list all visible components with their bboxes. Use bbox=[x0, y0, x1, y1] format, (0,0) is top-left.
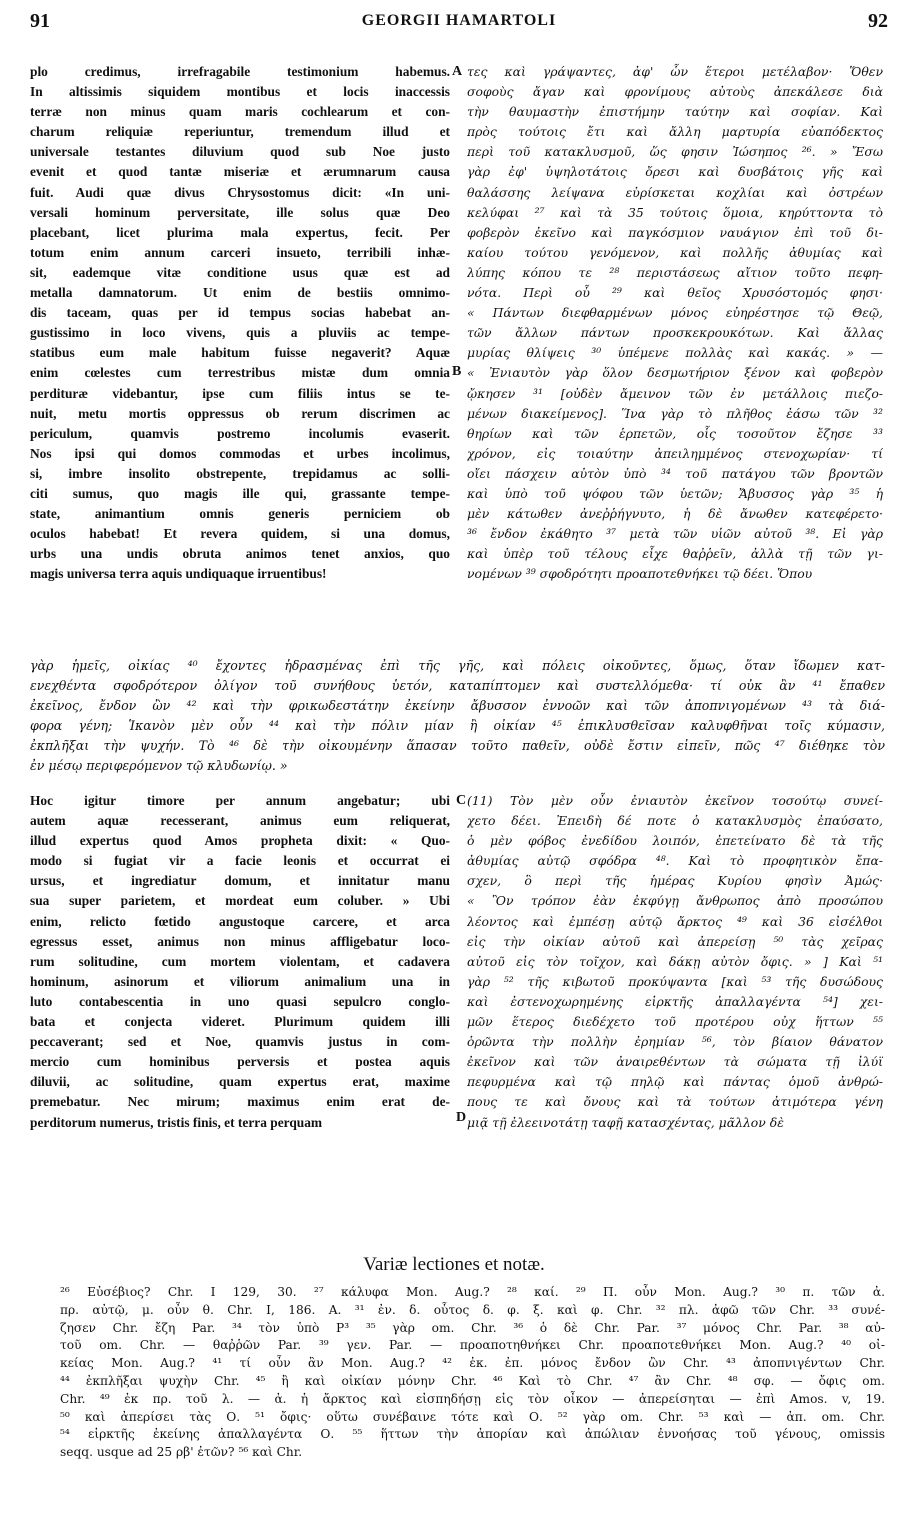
note-line: ⁴⁴ ἐκπλῆξαι ψυχὴν Chr. ⁴⁵ ἢ καὶ οἰκίαν μόνην Chr. ⁴⁶ Καὶ τὸ Chr. ⁴⁷ ἂν Chr. ⁴⁸ σφ. — ὄφις om. bbox=[60, 1373, 885, 1388]
greek-column-bottom bbox=[467, 791, 883, 1133]
latin-text-line: charum reliquiæ reperiuntur, tremendum illud et bbox=[30, 124, 450, 140]
greek-text-line: τῶν ἄλλων πάντων προσκεκρουκότων. Καὶ ἄλλας bbox=[467, 325, 883, 341]
greek-text-line: γὰρ ἡμεῖς, οἰκίας ⁴⁰ ἔχοντες ἡδρασμένας ἐπὶ τῆς γῆς, καὶ πόλεις οἰκοῦντες, ὅμως, ὅταν ἴδωμεν κατ- bbox=[30, 658, 885, 673]
latin-text-line: citi sumus, quo magis ille qui, grassante tempe- bbox=[30, 485, 450, 501]
greek-text-line: καὶ ἐστενοχωρημένης εἱρκτῆς ἀπαλλαγέντα ⁵⁴] χει- bbox=[467, 993, 883, 1009]
latin-text-line: periculum, quamvis postremo incolumis evaserit. bbox=[30, 425, 450, 441]
latin-text-line: bata et conjecta videret. Plurimum quidem illi bbox=[30, 1014, 450, 1030]
greek-text-line: μένων διακείμενος]. Ἵνα γὰρ τὸ πλῆθος ἐάσω τῶν ³² bbox=[467, 405, 883, 421]
note-line: ζησεν Chr. ἔζη Par. ³⁴ τὸν ὑπὸ P³ ³⁵ γὰρ om. Chr. ³⁶ ὁ δὲ Chr. Par. ³⁷ μόνος Chr. Par. ³⁸ αὐ- bbox=[60, 1320, 885, 1335]
greek-text-line: αὐτοῦ εἰς τὸν τοῖχον, καὶ δάκῃ αὐτὸν ὄφις. » ] Καὶ ⁵¹ bbox=[467, 953, 883, 969]
greek-text-line: πους τε καὶ ὄνους καὶ τὰ τούτων ἀτιμότερα γένη bbox=[467, 1094, 883, 1110]
latin-text-line: sit, eademque vitæ conditione usus quæ est ad bbox=[30, 264, 450, 280]
latin-text-line: dis taceam, quas per id tempus socias habebat an- bbox=[30, 305, 450, 321]
latin-text-line: statibus eum male habitum fuisse negaverit? Aquæ bbox=[30, 345, 450, 361]
page-number-left: 91 bbox=[30, 10, 50, 32]
note-line: τοῦ om. Chr. — θαῤῥῶν Par. ³⁹ γεν. Par. — προαποτηθνήκει Chr. προαποτεθνήκει Mon. Aug.? ⁴⁰ οἰ- bbox=[60, 1338, 885, 1353]
greek-text-line: « Πάντων διεφθαρμένων μόνος εὐηρέστησε τῷ Θεῷ, bbox=[467, 305, 883, 321]
greek-text-line: ᾤκησεν ³¹ [οὐδὲν ἄμεινον τῶν ἐν μετάλλοις πιεζο- bbox=[467, 385, 883, 401]
note-line: κείας Mon. Aug.? ⁴¹ τί οὖν ἂν Mon. Aug.? ⁴² ἐκ. ἐπ. μόνος ἔνδον ὢν Chr. ⁴³ ἀποπνιγέντων Chr. bbox=[60, 1356, 885, 1371]
greek-text-line: σχεν, ὃ περὶ τῆς ἡμέρας Κυρίου φησὶν Ἀμώς· bbox=[467, 873, 883, 889]
greek-text-line: ὁρῶντα τὴν πολλὴν ἐρημίαν ⁵⁶, τὸν βίαιον θάνατον bbox=[467, 1034, 883, 1050]
latin-text-line: perditorum numerus, tristis finis, et terra perquam bbox=[30, 1114, 323, 1130]
greek-text-line: ἐκπλῆξαι τὴν ψυχήν. Τὸ ⁴⁶ δὲ τὴν οἰκουμένην ἅπασαν τοῦτο παθεῖν, οὐδὲ ἔστιν εἰπεῖν, πῶς ⁴⁷ διέθηκε τὸν bbox=[30, 738, 885, 753]
latin-text-line: terræ non minus quam maris cochlearum et con- bbox=[30, 104, 450, 120]
greek-fullwidth-block bbox=[30, 656, 885, 776]
running-header bbox=[30, 10, 888, 40]
latin-text-line: perdituræ videbantur, ipse cum filiis intus se te- bbox=[30, 385, 450, 401]
greek-text-line: ὁ μὲν φόβος ἐνεδίδου λοιπόν, ἐπετείνατο δὲ τὰ τῆς bbox=[467, 833, 883, 849]
note-line: Chr. ⁴⁹ ἐκ πρ. τοῦ λ. — ἀ. ἡ ἄρκτος καὶ εἰσπηδήσῃ εἰς τὸν οἶκον — ἀπερείσηται — ἐπὶ Amos. v, 19. bbox=[60, 1391, 885, 1406]
margin-marker-c: C bbox=[456, 793, 467, 808]
note-line: ⁵⁴ εἱρκτῆς ἐκείνης ἀπαλλαγέντα Ο. ⁵⁵ ἥττων τὴν ἀπορίαν καὶ ἀπώλιαν ἐννοήσας τοῦ γένους, omissis bbox=[60, 1427, 885, 1442]
running-title: GEORGII HAMARTOLI bbox=[361, 12, 557, 29]
latin-text-line: sua super parietem, et mordeat eum coluber. » Ubi bbox=[30, 893, 450, 909]
note-line: πρ. αὐτῷ, μ. οὖν θ. Chr. I, 186. A. ³¹ ἐν. δ. οὗτος δ. φ. ξ. καὶ φ. Chr. ³² πλ. ἀφῶ τῶν Chr. ³³ συνέ- bbox=[60, 1302, 885, 1317]
latin-text-line: ursus, et ingrediatur domum, et innitatur manu bbox=[30, 873, 450, 889]
latin-text-line: enim, relicto fœtido angustoque carcere, et arca bbox=[30, 913, 450, 929]
latin-text-line: hominum, asinorum et viliorum animalium una in bbox=[30, 973, 450, 989]
greek-text-line: θαλάσσης λείψανα εὑρίσκεται κοχλίαι καὶ ὀστρέων bbox=[467, 184, 883, 200]
latin-text-line: nuit, metu mortis oppressus ob rerum discrimen ac bbox=[30, 405, 450, 421]
greek-text-line: πρὸς τούτοις ἔτι καὶ ἄλλη μαρτυρία εὐαπόδεκτος bbox=[467, 124, 883, 140]
greek-text-line: « Ἐνιαυτὸν γὰρ ὅλον δεσμωτήριον ξένον καὶ φοβερὸν bbox=[467, 365, 883, 381]
greek-text-line: ἐν μέσῳ περιφερόμενον τῷ κλυδωνίῳ. » bbox=[30, 758, 288, 773]
greek-column-top bbox=[467, 62, 883, 584]
greek-text-line: τες καὶ γράψαντες, ἀφ' ὧν ἕτεροι μετέλαβον· Ὅθεν bbox=[467, 64, 883, 79]
latin-column-top bbox=[30, 62, 450, 584]
greek-text-line: μῶν ἕτερος διεδέχετο τοῦ προτέρου οὐχ ἥττων ⁵⁵ bbox=[467, 1014, 883, 1030]
variant-readings-notes bbox=[60, 1284, 885, 1462]
latin-column-bottom bbox=[30, 791, 450, 1133]
greek-text-line: νομένων ³⁹ σφοδρότητι προαποτεθνήκει τῷ δέει. Ὅπου bbox=[467, 566, 813, 582]
greek-text-line: νότα. Περὶ οὗ ²⁹ καὶ θεῖος Χρυσόστομός φησι· bbox=[467, 285, 883, 301]
greek-text-line: χρόνον, εἰς τοιαύτην ἀπειλημμένος στενοχωρίαν· τί bbox=[467, 445, 883, 461]
latin-text-line: Nos ipsi qui domos commodas et urbes incolimus, bbox=[30, 445, 450, 461]
greek-text-line: μιᾷ τῇ ἐλεεινοτάτῃ ταφῇ κατασχέντας, μᾶλλον δὲ bbox=[467, 1114, 784, 1130]
greek-text-line: (11) Τὸν μὲν οὖν ἐνιαυτὸν ἐκεῖνον τοσούτῳ συνεί- bbox=[467, 793, 883, 808]
latin-text-line: In altissimis siquidem montibus et locis inaccessis bbox=[30, 84, 450, 100]
latin-text-line: enim cœlestes cum terrestribus mistæ dum omnia bbox=[30, 365, 450, 381]
latin-text-line: fuit. Audi quæ divus Chrysostomus dicit: «In uni- bbox=[30, 184, 450, 200]
latin-text-line: modo si fugiat vir a facie leonis et occurrat ei bbox=[30, 853, 450, 869]
notes-heading: Variæ lectiones et notæ. bbox=[363, 1254, 545, 1275]
latin-text-line: metalla damnatorum. Ut enim de bestiis omnimo- bbox=[30, 285, 450, 301]
latin-text-line: illud expertus quod Amos propheta dixit: « Quo- bbox=[30, 833, 450, 849]
latin-text-line: evenit et quod tantæ miseriæ et ærumnarum causa bbox=[30, 164, 450, 180]
latin-text-line: oculos habebat! Et revera quidem, si una domus, bbox=[30, 526, 450, 542]
greek-text-line: μὲν κάτωθεν ἀνεῤῥήγνυτο, ἡ δὲ ἄνωθεν κατεφέρετο· bbox=[467, 506, 883, 522]
greek-text-line: « Ὃν τρόπον ἐὰν ἐκφύγῃ ἄνθρωπος ἀπὸ προσώπου bbox=[467, 893, 883, 909]
latin-text-line: peccaverant; sed et Noe, quamvis justus in com- bbox=[30, 1034, 450, 1050]
latin-text-line: magis universa terra aquis undiquaque irruentibus! bbox=[30, 566, 327, 582]
latin-text-line: Hoc igitur timore per annum angebatur; ubi bbox=[30, 793, 450, 808]
greek-text-line: τὴν θαυμαστὴν ἐπιστήμην ταύτην καὶ σοφίαν. Καὶ bbox=[467, 104, 883, 120]
greek-text-line: ἐκεῖνος, ἔνδον ὢν ⁴² καὶ τὴν φρικωδεστάτην ἐκείνην ἄβυσσον ἐννοῶν καὶ τῶν ἀποπνιγομένων ⁴³ τὰ διά- bbox=[30, 698, 885, 713]
latin-text-line: autem aquæ recesserant, animus eum reliquerat, bbox=[30, 813, 450, 829]
latin-text-line: state, animantium omnis generis perniciem ob bbox=[30, 506, 450, 522]
latin-text-line: egressus esset, animus non minus affligebatur loco- bbox=[30, 933, 450, 949]
latin-text-line: versali hominum perversitate, ille solus quæ Deo bbox=[30, 204, 450, 220]
margin-marker-b: B bbox=[452, 364, 462, 379]
greek-text-line: μυρίας θλίψεις ³⁰ ὑπέμενε πολλὰς καὶ κακάς. » — bbox=[467, 345, 883, 361]
greek-text-line: πεφυρμένα καὶ τῷ πηλῷ καὶ πάντας ὁμοῦ ἀνθρώ- bbox=[467, 1074, 883, 1090]
greek-text-line: ἀθυμίας αὐτῷ σφόδρα ⁴⁸. Καὶ τὸ προφητικὸν ἔπα- bbox=[467, 853, 883, 869]
latin-text-line: gustissimo in loco vivens, quis a pluviis ac tempe- bbox=[30, 325, 450, 341]
latin-text-line: plo credimus, irrefragabile testimonium habemus. bbox=[30, 64, 450, 79]
latin-text-line: luto contabescentia in uno quasi sepulcro conglo- bbox=[30, 993, 450, 1009]
greek-text-line: θηρίων καὶ τῶν ἑρπετῶν, οἷς τοσοῦτον ἔζησε ³³ bbox=[467, 425, 883, 441]
latin-text-line: placebant, licet plurima mala expertus, fecit. Per bbox=[30, 224, 450, 240]
latin-text-line: diluvii, ac solitudine, quam expertus erat, maxime bbox=[30, 1074, 450, 1090]
note-line: seqq. usque ad 25 ρβ' ἐτῶν? ⁵⁶ καὶ Chr. bbox=[60, 1445, 303, 1460]
greek-text-line: περὶ τοῦ κατακλυσμοῦ, ὥς φησιν Ἰώσηπος ²⁶. » Ἔσω bbox=[467, 144, 883, 160]
greek-text-line: ³⁶ ἔνδον ἐκάθητο ³⁷ μετὰ τῶν υἱῶν αὐτοῦ ³⁸. Εἰ γὰρ bbox=[467, 526, 883, 542]
greek-text-line: καίου τούτου γενόμενον, καὶ πολλῆς ἀθυμίας καὶ bbox=[467, 244, 883, 260]
note-line: ²⁶ Εὐσέβιος? Chr. I 129, 30. ²⁷ κάλυφα Mon. Aug.? ²⁸ καί. ²⁹ Π. οὖν Mon. Aug.? ³⁰ π. τῶν ἀ. bbox=[60, 1285, 885, 1299]
latin-text-line: premebatur. Nec mirum; maximus enim erat de- bbox=[30, 1094, 450, 1110]
margin-marker-d: D bbox=[456, 1110, 467, 1125]
greek-text-line: οἴει πάσχειν αὐτὸν ὑπὸ ³⁴ τοῦ πατάγου τῶν βροντῶν bbox=[467, 465, 883, 481]
latin-text-line: rum solitudine, cum mortem violentam, et cadavera bbox=[30, 953, 450, 969]
greek-text-line: γὰρ ⁵² τῆς κιβωτοῦ προκύψαντα [καὶ ⁵³ τῆς δυσώδους bbox=[467, 973, 883, 989]
greek-text-line: χετο δέει. Ἐπειδὴ δέ ποτε ὁ κατακλυσμὸς ἐπαύσατο, bbox=[467, 813, 883, 829]
greek-text-line: φοβερὸν ἐκεῖνο καὶ παγκόσμιον ναυάγιον ἐπὶ τοῦ δι- bbox=[467, 224, 883, 240]
latin-text-line: mercio cum hominibus perversis et postea aquis bbox=[30, 1054, 450, 1070]
latin-text-line: si, imbre insolito obstrepente, trepidamus ac solli- bbox=[30, 465, 450, 481]
margin-marker-a: A bbox=[452, 64, 463, 79]
greek-text-line: γὰρ ἐφ' ὑψηλοτάτοις ὄρεσι καὶ δυσβάτοις γῆς καὶ bbox=[467, 164, 883, 180]
greek-text-line: ενεχθέντα σφοδρότερον ὀλίγον τοῦ συνήθους ὑετόν, καταπίπτομεν καὶ συστελλόμεθα· τί οὐκ ἂν ⁴¹ ἔπαθεν bbox=[30, 678, 885, 693]
greek-text-line: σοφοὺς ἄγαν καὶ φρονίμους αὐτοὺς ἀπεκάλεσε διὰ bbox=[467, 84, 883, 100]
greek-text-line: φορα γένη; Ἱκανὸν μὲν οὖν ⁴⁴ καὶ τὴν πόλιν μίαν ἢ οἰκίαν ⁴⁵ ἐπικλυσθεῖσαν καλυφθῆναι τοῖς κύμασιν, bbox=[30, 718, 885, 733]
latin-text-line: urbs una undis obruta animos tenet anxios, quo bbox=[30, 546, 450, 562]
page-number-right: 92 bbox=[868, 10, 888, 32]
greek-text-line: λύπης κόπου τε ²⁸ περιστάσεως αἴτιον τοῦτο πεφη- bbox=[467, 264, 883, 280]
latin-text-line: totum enim annum carceri insueto, terribili inhæ- bbox=[30, 244, 450, 260]
greek-text-line: κελύφαι ²⁷ καὶ τὰ 35 τούτοις ὅμοια, κηρύττοντα τὸ bbox=[467, 204, 883, 220]
greek-text-line: ἐκεῖνον καὶ τῶν ἀναιρεθέντων τὰ σώματα τῇ ἰλύϊ bbox=[467, 1054, 883, 1070]
note-line: ⁵⁰ καὶ ἀπερίσει τὰς Ο. ⁵¹ ὄφις· οὕτω συνέβαινε τότε καὶ Ο. ⁵² γὰρ om. Chr. ⁵³ καὶ — ἀπ. om. Chr. bbox=[60, 1409, 885, 1424]
greek-text-line: καὶ ὑπὸ τοῦ ψόφου τῶν ὑετῶν; Ἄβυσσος γὰρ ³⁵ ἡ bbox=[467, 485, 883, 501]
greek-text-line: εἰς τὴν οἰκίαν αὐτοῦ καὶ ἀπερείσῃ ⁵⁰ τὰς χεῖρας bbox=[467, 933, 883, 949]
latin-text-line: universale testantes diluvium quod sub Noe justo bbox=[30, 144, 450, 160]
greek-text-line: λέοντος καὶ ἐμπέσῃ αὐτῷ ἄρκτος ⁴⁹ καὶ 36 εἰσέλθοι bbox=[467, 913, 883, 929]
greek-text-line: καὶ ὑπὲρ τοῦ τέλους εἶχε θαῤῥεῖν, ἀλλὰ τῇ τῶν γι- bbox=[467, 546, 883, 562]
